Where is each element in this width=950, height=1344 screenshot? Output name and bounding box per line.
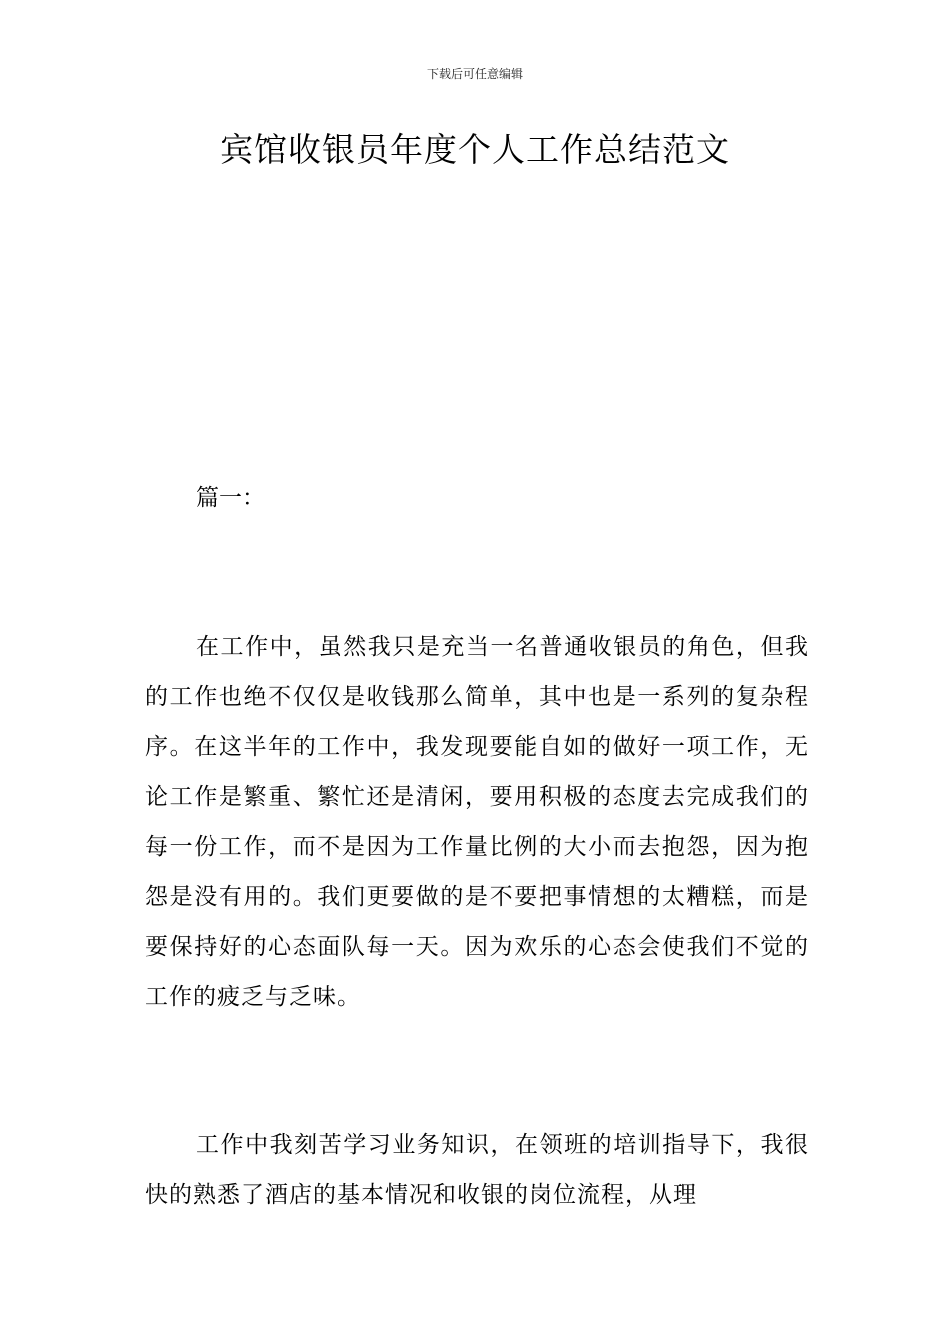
- section-heading: 篇一：: [196, 485, 265, 511]
- document-title: 宾馆收银员年度个人工作总结范文: [220, 130, 730, 169]
- body-paragraph-2: 工作中我刻苦学习业务知识，在领班的培训指导下，我很快的熟悉了酒店的基本情况和收银的岗位流程，从理: [145, 1132, 809, 1208]
- header-note: 下载后可任意编辑: [426, 67, 523, 81]
- body-paragraph-1: 在工作中，虽然我只是充当一名普通收银员的角色，但我的工作也绝不仅仅是收钱那么简单，其中也是一系列的复杂程序。在这半年的工作中，我发现要能自如的做好一项工作，无论工作是繁重、繁忙还是清闲，要用积极的态度去完成我们的每一份工作，而不是因为工作量比例的大小而去抱怨，因为抱怨是没有用的。我们更要做的是不要把事情想的太糟糕，而是要保持好的心态面队每一天。因为欢乐的心态会使我们不觉的工作的疲乏与乏味。: [145, 634, 809, 1010]
